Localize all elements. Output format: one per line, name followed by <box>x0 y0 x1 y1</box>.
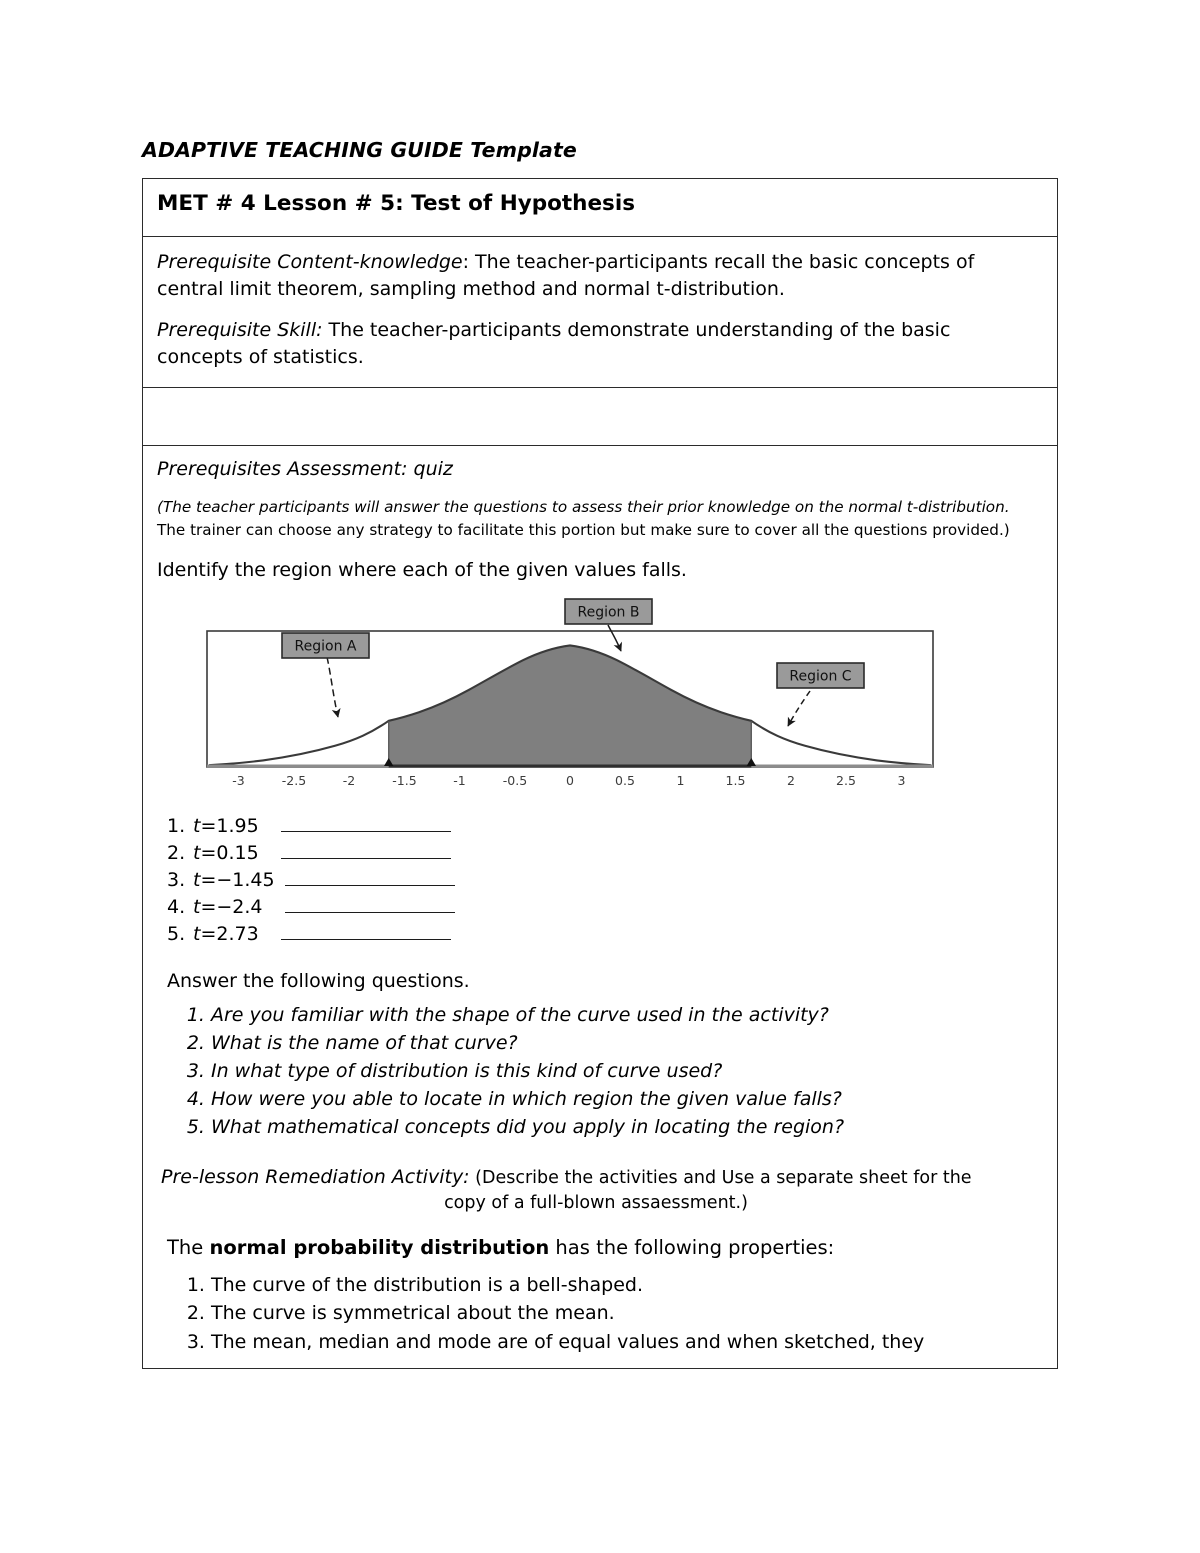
prerequisite-content-knowledge-label: Prerequisite Content-knowledge <box>157 251 463 273</box>
prerequisite-skill <box>157 317 1041 371</box>
property-item: 2. The curve is symmetrical about the mean. <box>211 1299 1041 1328</box>
t-value-answer-blank[interactable] <box>281 841 451 859</box>
answer-questions-heading: Answer the following questions. <box>167 970 470 993</box>
normal-distribution-intro <box>167 1236 1041 1259</box>
t-value-item <box>167 867 1041 894</box>
region-c-callout <box>777 663 864 688</box>
reflection-questions-list <box>211 1002 1041 1142</box>
t-value-item <box>167 921 1041 948</box>
t-value-number: 4. <box>167 896 186 919</box>
t-value-equals: =0.15 <box>200 842 259 865</box>
remediation-text-two: copy of a full-blown assaessment.) <box>444 1193 748 1214</box>
t-value-symbol: t <box>193 923 201 946</box>
t-value-symbol: t <box>193 815 201 838</box>
prerequisite-content-knowledge-text: : The teacher-participants recall the basic concepts of central limit theorem, sampling method and normal t-distribution. <box>157 251 975 300</box>
chart-tick-label: 2.5 <box>836 773 856 789</box>
question-item: 4. How were you able to locate in which region the given value falls? <box>211 1086 1041 1114</box>
chart-tick-label: -2.5 <box>281 773 307 789</box>
region-a-label: Region A <box>294 638 357 655</box>
normal-dist-prefix: The <box>167 1235 210 1259</box>
chart-tick-label: 2 <box>787 773 795 789</box>
table-row-header <box>143 179 1057 237</box>
table-row-prerequisites <box>143 237 1057 388</box>
chart-tick-label: -3 <box>232 773 245 789</box>
t-value-equals: =2.73 <box>200 923 259 946</box>
t-value-answer-blank[interactable] <box>285 868 455 886</box>
t-value-symbol: t <box>193 842 201 865</box>
t-value-equals: =−2.4 <box>200 896 263 919</box>
chart-tick-labels <box>232 773 905 788</box>
t-value-equals: =−1.45 <box>200 869 275 892</box>
t-value-symbol: t <box>193 869 201 892</box>
t-value-answer-blank[interactable] <box>281 922 451 940</box>
chart-tick-label: 1 <box>676 773 685 789</box>
normal-dist-bold-term: normal probability distribution <box>209 1235 550 1259</box>
property-item: 3. The mean, median and mode are of equal values and when sketched, they <box>211 1328 1041 1357</box>
chart-tick-label: -0.5 <box>502 773 528 789</box>
t-value-number: 3. <box>167 869 186 892</box>
assessment-note-italic: (The teacher participants will answer the questions to assess their prior knowledge on the normal t-distribution. <box>157 497 1010 516</box>
t-value-equals: =1.95 <box>200 815 259 838</box>
t-value-list <box>167 813 1041 948</box>
question-item: 1. Are you familiar with the shape of the curve used in the activity? <box>211 1002 1041 1030</box>
chart-tick-label: 0 <box>566 773 574 789</box>
adaptive-teaching-guide-table <box>142 178 1058 1369</box>
chart-tick-label: 1.5 <box>725 773 746 789</box>
t-value-item <box>167 813 1041 840</box>
chart-tick-label: -1.5 <box>392 773 417 789</box>
t-value-item <box>167 840 1041 867</box>
region-c-label: Region C <box>789 668 852 685</box>
region-a-callout <box>282 633 369 658</box>
prerequisites-assessment-title: Prerequisites Assessment: quiz <box>157 457 453 480</box>
assessment-note <box>157 496 1041 542</box>
prerequisite-skill-text: The teacher-participants demonstrate understanding of the basic concepts of statistics. <box>157 318 951 368</box>
document-title: ADAPTIVE TEACHING GUIDE Template <box>142 138 577 162</box>
remediation-line-one <box>161 1164 1031 1191</box>
t-value-item <box>167 894 1041 921</box>
normal-dist-suffix: has the following properties: <box>549 1235 835 1259</box>
assessment-instruction: Identify the region where each of the given values falls. <box>157 559 687 582</box>
pre-lesson-remediation <box>161 1164 1031 1216</box>
region-b-label: Region B <box>577 604 640 621</box>
t-value-symbol: t <box>193 896 201 919</box>
question-item: 3. In what type of distribution is this kind of curve used? <box>211 1058 1041 1086</box>
question-item: 2. What is the name of that curve? <box>211 1030 1041 1058</box>
t-value-answer-blank[interactable] <box>281 814 451 832</box>
normal-distribution-chart <box>175 595 935 805</box>
question-item: 5. What mathematical concepts did you apply in locating the region? <box>211 1114 1041 1142</box>
region-b-callout <box>565 599 652 624</box>
table-row-assessment <box>143 446 1057 1369</box>
t-value-number: 2. <box>167 842 186 865</box>
assessment-note-plain: The trainer can choose any strategy to facilitate this portion but make sure to cover all the questions provided.) <box>157 520 1010 539</box>
chart-tick-label: 3 <box>897 773 906 789</box>
lesson-header-text: MET # 4 Lesson # 5: Test of Hypothesis <box>157 191 636 216</box>
chart-tick-label: -1 <box>453 773 466 789</box>
normal-distribution-properties-list <box>211 1271 1041 1357</box>
prerequisite-skill-label: Prerequisite Skill: <box>157 318 323 341</box>
remediation-text-one: (Describe the activities and Use a separate sheet for the <box>469 1168 972 1189</box>
remediation-label: Pre-lesson Remediation Activity: <box>161 1166 470 1189</box>
t-value-answer-blank[interactable] <box>285 895 455 913</box>
t-value-number: 5. <box>167 923 186 946</box>
chart-tick-label: -2 <box>342 773 356 789</box>
property-item: 1. The curve of the distribution is a bell-shaped. <box>211 1271 1041 1300</box>
t-value-number: 1. <box>167 815 186 838</box>
bell-curve-svg <box>175 595 935 805</box>
chart-tick-label: 0.5 <box>615 773 635 789</box>
table-row-empty <box>143 388 1057 446</box>
prerequisite-content-knowledge <box>157 249 1041 303</box>
